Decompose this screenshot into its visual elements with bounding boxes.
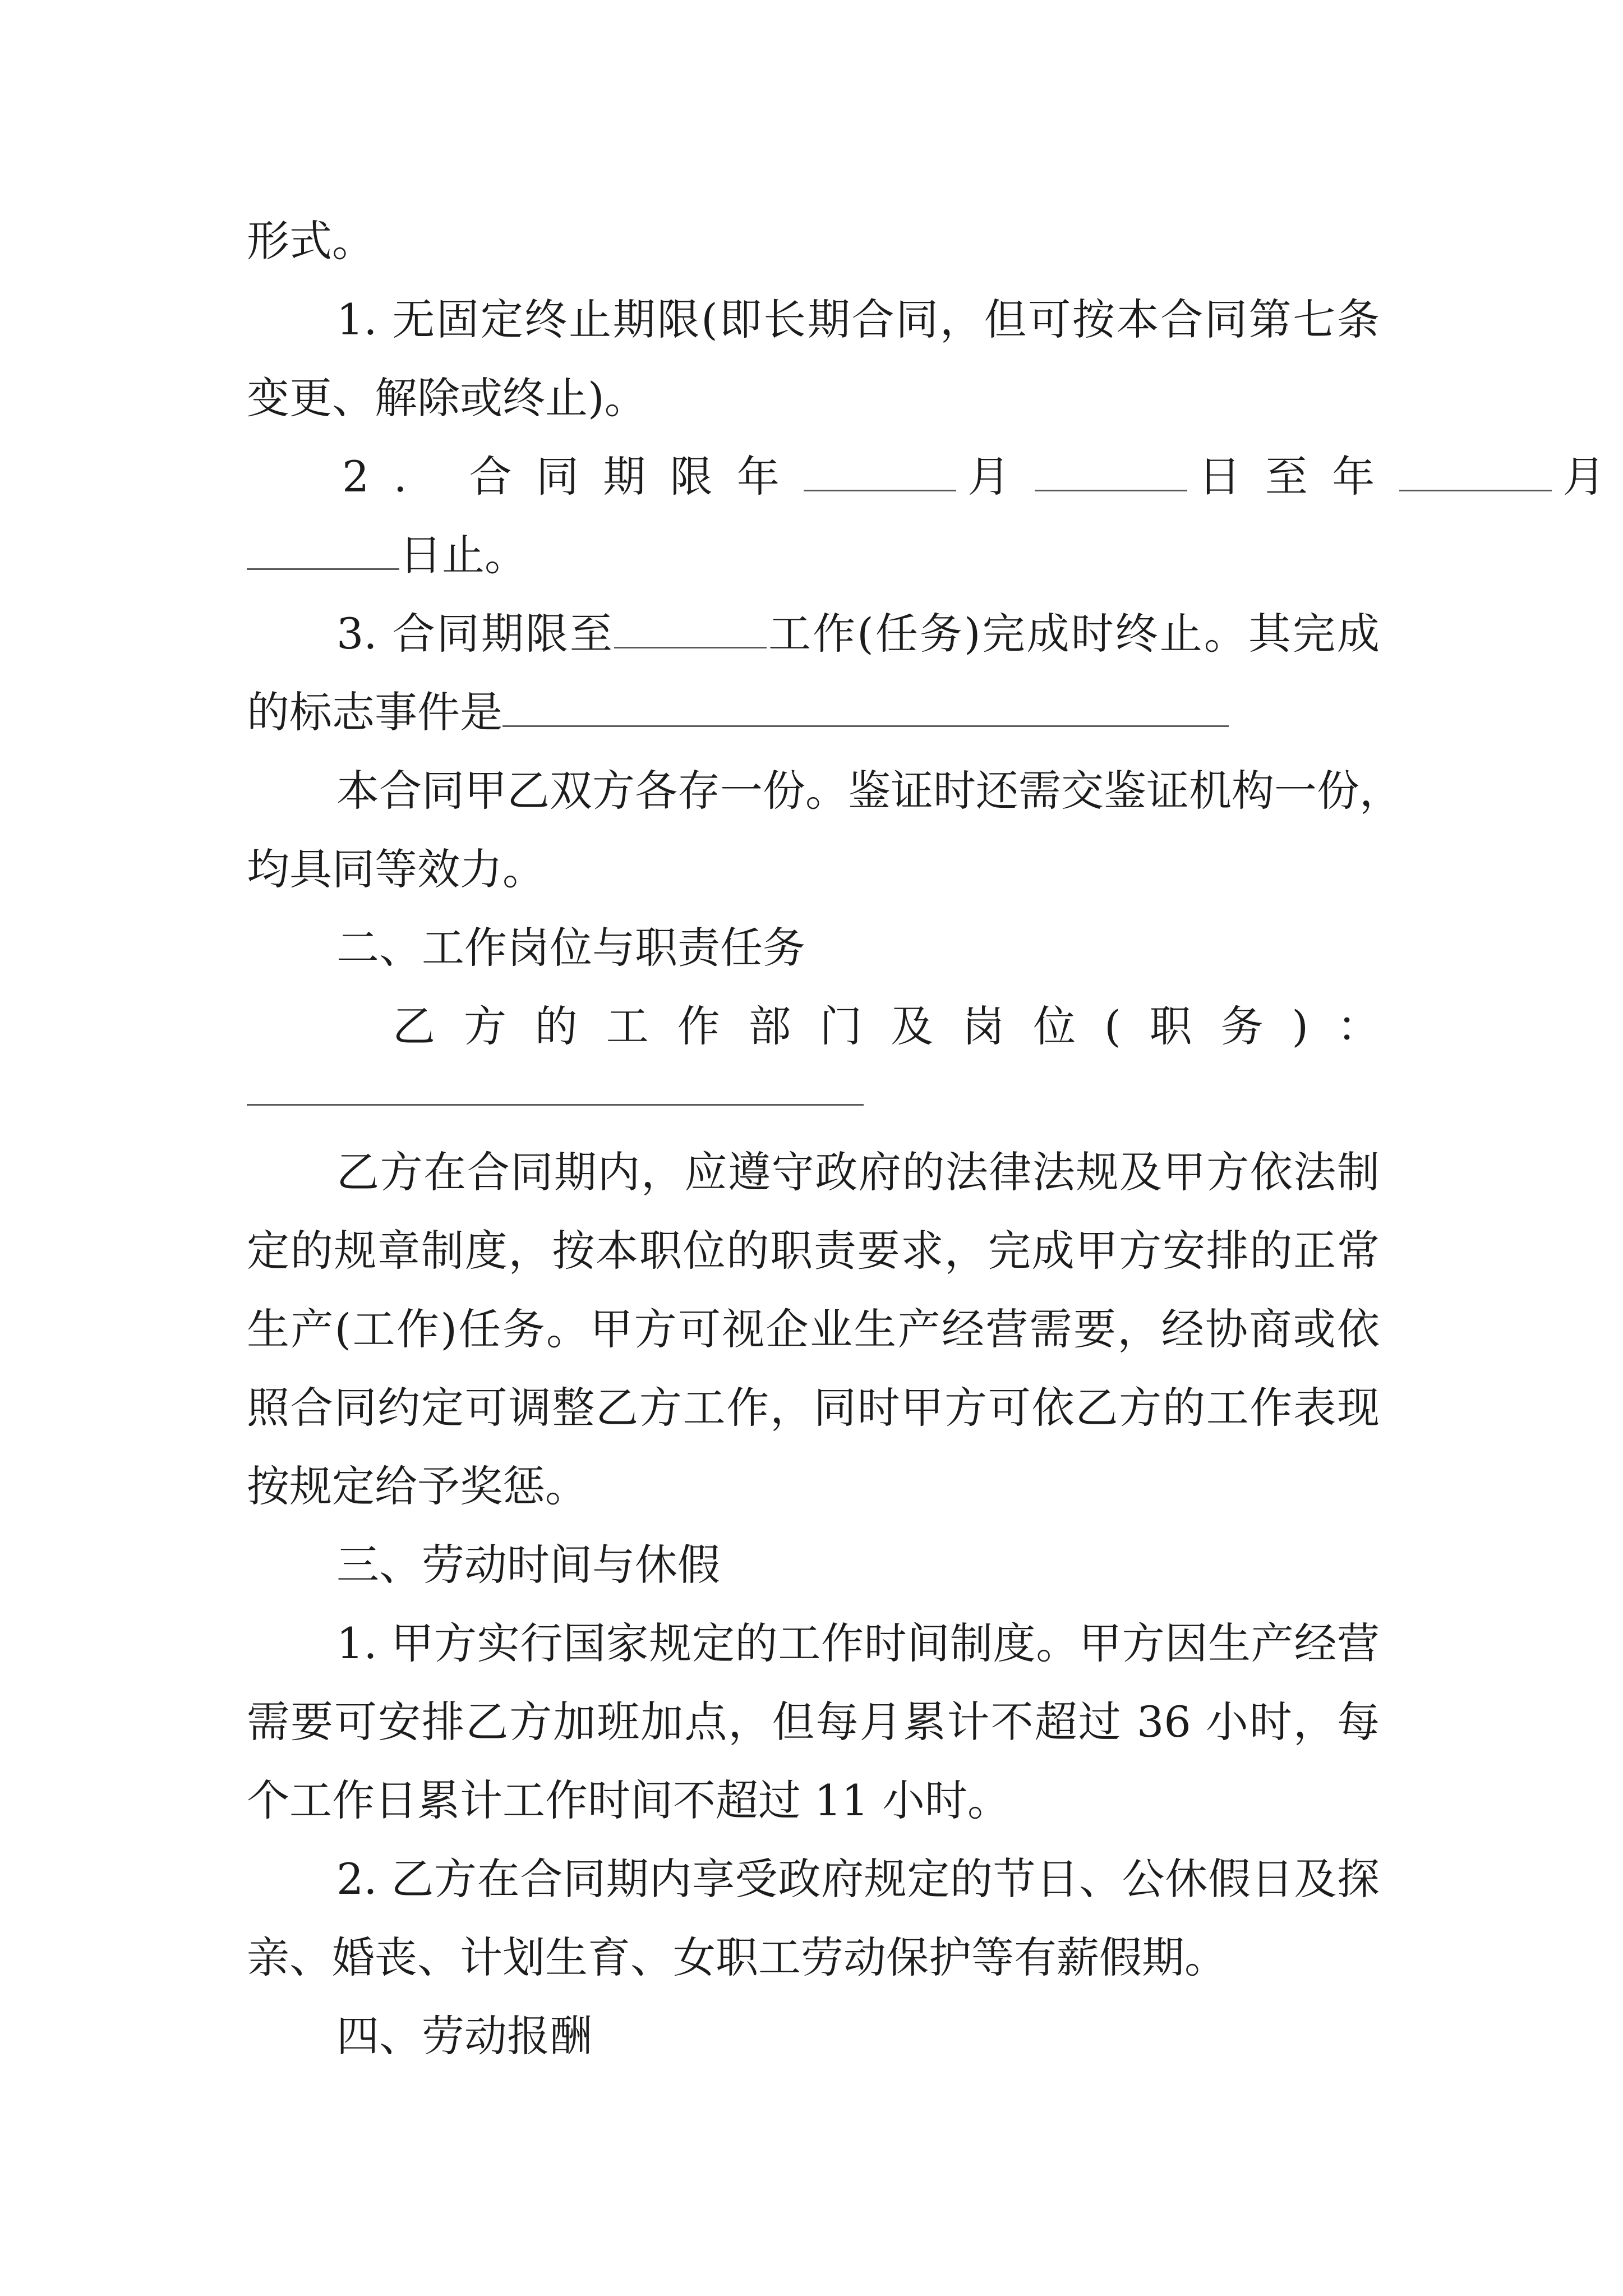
line-text: 照合同约定可调整乙方工作，同时甲方可依乙方的工作表现 — [247, 1383, 1380, 1433]
blank-field[interactable] — [804, 446, 956, 491]
para-line — [336, 1848, 1380, 1910]
line-text: 日止。 — [399, 530, 527, 580]
para-line — [247, 210, 1380, 272]
blank-field[interactable] — [1399, 446, 1552, 491]
line-text: 日至年 — [1198, 452, 1399, 501]
para-line — [247, 682, 1380, 743]
para-line — [247, 1299, 1380, 1360]
blank-field[interactable] — [1035, 446, 1187, 491]
blank-field[interactable] — [614, 603, 767, 648]
para-line — [336, 289, 1380, 351]
line-text: 亲、婚丧、计划生育、女职工劳动保护等有薪假期。 — [247, 1932, 1227, 1982]
line-text: 本合同甲乙双方各存一份。鉴证时还需交鉴证机构一份， — [336, 766, 1402, 816]
line-text: 2. 合同期限年 — [342, 452, 804, 501]
line-text: 1. 无固定终止期限(即长期合同，但可按本合同第七条 — [336, 295, 1380, 344]
line-text: 需要可安排乙方加班加点，但每月累计不超过 36 小时，每 — [247, 1697, 1380, 1747]
line-text: 生产(工作)任务。甲方可视企业生产经营需要，经协商或依 — [247, 1304, 1380, 1354]
para-line — [247, 1770, 1380, 1832]
line-text: 月 — [967, 452, 1035, 501]
section-heading — [336, 1534, 1380, 1596]
line-text: 形式。 — [247, 216, 375, 266]
para-line — [247, 1220, 1380, 1282]
section-heading — [336, 917, 1380, 979]
line-text: 四、劳动报酬 — [336, 2011, 592, 2061]
line-text: 工作(任务)完成时终止。其完成 — [766, 609, 1380, 659]
para-line — [336, 1142, 1380, 1203]
blank-field[interactable] — [502, 682, 1229, 727]
line-text: 1. 甲方实行国家规定的工作时间制度。甲方因生产经营 — [336, 1618, 1380, 1668]
para-line — [393, 996, 1380, 1057]
para-line — [336, 1613, 1380, 1674]
para-line — [336, 603, 1380, 665]
line-text: 按规定给予奖惩。 — [247, 1461, 588, 1511]
blank-field[interactable] — [247, 524, 399, 570]
line-text: 2. 乙方在合同期内享受政府规定的节日、公休假日及探 — [336, 1854, 1380, 1904]
line-text: 3. 合同期限至 — [336, 609, 614, 659]
line-text: 个工作日累计工作时间不超过 11 小时。 — [247, 1775, 1011, 1825]
para-line — [247, 524, 1380, 586]
para-line — [247, 1691, 1380, 1753]
line-text: 均具同等效力。 — [247, 844, 545, 894]
line-text: 变更、解除或终止)。 — [247, 373, 647, 423]
line-text: 乙方在合同期内，应遵守政府的法律法规及甲方依法制 — [336, 1147, 1380, 1197]
line-text: 三、劳动时间与休假 — [336, 1540, 720, 1590]
line-text: 乙方的工作部门及岗位(职务)： — [393, 1001, 1380, 1051]
para-line — [247, 1927, 1380, 1989]
section-heading — [336, 2005, 1380, 2067]
contract-term-line — [342, 446, 1606, 508]
line-text: 定的规章制度，按本职位的职责要求，完成甲方安排的正常 — [247, 1226, 1380, 1276]
line-text: 二、工作岗位与职责任务 — [336, 923, 805, 973]
line-text: 的标志事件是 — [247, 687, 502, 737]
para-line — [336, 760, 1402, 822]
line-text: 月 — [1562, 452, 1606, 501]
blank-field[interactable] — [247, 1104, 864, 1106]
para-line — [247, 1377, 1380, 1439]
para-line — [247, 839, 1380, 900]
para-line — [247, 1456, 1380, 1517]
para-line — [247, 367, 1380, 429]
